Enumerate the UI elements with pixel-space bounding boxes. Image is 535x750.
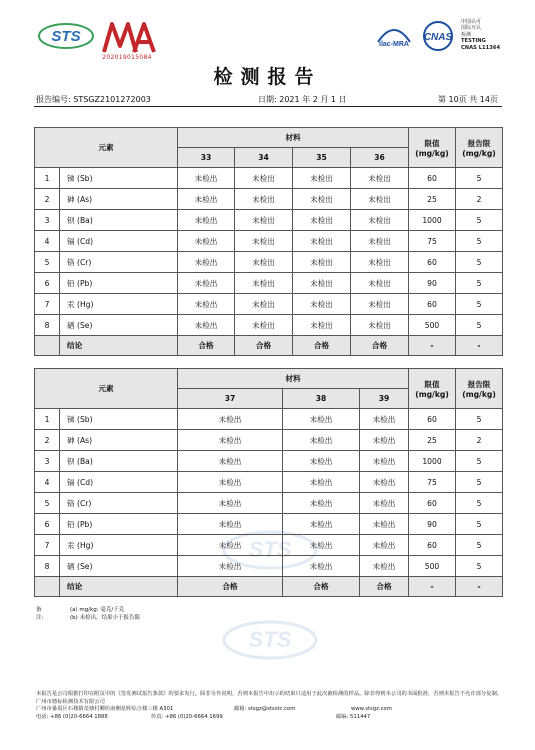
svg-text:CNAS: CNAS	[423, 32, 453, 43]
result-cell: 未检出	[293, 252, 351, 273]
result-cell: 未检出	[178, 430, 283, 451]
row-number: 6	[35, 514, 60, 535]
conclusion-limit: -	[409, 577, 456, 597]
cma-logo	[98, 18, 156, 56]
element-name: 砷 (As)	[60, 189, 178, 210]
result-cell: 未检出	[360, 472, 409, 493]
limit-value: 25	[409, 189, 456, 210]
table-row	[35, 409, 503, 430]
element-name: 锑 (Sb)	[60, 409, 178, 430]
result-cell: 未检出	[360, 451, 409, 472]
reporting-limit-value: 5	[456, 210, 503, 231]
result-cell: 未检出	[283, 409, 360, 430]
reporting-limit-value: 5	[456, 472, 503, 493]
row-number: 1	[35, 409, 60, 430]
limit-value: 75	[409, 231, 456, 252]
result-cell: 未检出	[235, 189, 293, 210]
result-cell: 未检出	[351, 294, 409, 315]
result-cell: 未检出	[293, 294, 351, 315]
result-cell: 未检出	[178, 451, 283, 472]
row-number: 2	[35, 430, 60, 451]
element-name: 钡 (Ba)	[60, 210, 178, 231]
table-row	[35, 231, 503, 252]
svg-text:STS: STS	[51, 28, 81, 45]
result-cell: 未检出	[351, 168, 409, 189]
remark-line: (b) 未检出，结果小于报告限	[70, 615, 141, 621]
sample-header: 39	[360, 389, 409, 409]
element-name: 铅 (Pb)	[60, 514, 178, 535]
remark-line: (a) mg/kg: 毫克/千克	[70, 607, 125, 613]
cnas-line: 国际互认	[461, 25, 482, 32]
conclusion-rl: -	[456, 336, 503, 356]
row-number: 8	[35, 556, 60, 577]
limit-header: 限值 (mg/kg)	[409, 369, 456, 409]
row-number: 7	[35, 294, 60, 315]
reporting-limit-value: 5	[456, 493, 503, 514]
reporting-limit-value: 5	[456, 231, 503, 252]
cnas-logo	[418, 20, 458, 56]
reporting-limit-value: 5	[456, 294, 503, 315]
result-cell: 未检出	[360, 493, 409, 514]
result-cell: 未检出	[351, 252, 409, 273]
element-name: 铅 (Pb)	[60, 273, 178, 294]
result-cell: 未检出	[360, 535, 409, 556]
result-cell: 未检出	[360, 514, 409, 535]
result-cell: 未检出	[178, 514, 283, 535]
report-number-label: 报告编号:	[36, 95, 71, 104]
result-cell: 未检出	[178, 556, 283, 577]
reporting-limit-value: 5	[456, 514, 503, 535]
reporting-limit-value: 2	[456, 189, 503, 210]
result-cell: 未检出	[283, 535, 360, 556]
reporting-limit-value: 5	[456, 315, 503, 336]
element-name: 钡 (Ba)	[60, 451, 178, 472]
result-cell: 未检出	[351, 231, 409, 252]
result-cell: 未检出	[283, 430, 360, 451]
reporting-limit-value: 5	[456, 252, 503, 273]
result-cell: 未检出	[293, 231, 351, 252]
row-number: 4	[35, 231, 60, 252]
conclusion-cell: 合格	[178, 577, 283, 597]
conclusion-label: 结论	[60, 336, 178, 356]
row-number: 3	[35, 451, 60, 472]
material-header: 材料	[178, 128, 409, 148]
limit-value: 90	[409, 273, 456, 294]
row-number: 2	[35, 189, 60, 210]
result-cell: 未检出	[178, 273, 235, 294]
result-cell: 未检出	[351, 210, 409, 231]
element-name: 铬 (Cr)	[60, 493, 178, 514]
report-number-value: STSGZ2101272003	[73, 95, 151, 104]
page-title: 检测报告	[213, 66, 322, 88]
result-cell: 未检出	[283, 493, 360, 514]
result-cell: 未检出	[293, 168, 351, 189]
conclusion-row	[35, 577, 503, 597]
reporting-limit-value: 5	[456, 168, 503, 189]
conclusion-cell: 合格	[235, 336, 293, 356]
reporting-limit-value: 5	[456, 535, 503, 556]
row-number: 5	[35, 252, 60, 273]
reporting-limit-header: 报告限 (mg/kg)	[456, 369, 503, 409]
result-cell: 未检出	[178, 210, 235, 231]
result-cell: 未检出	[178, 294, 235, 315]
conclusion-cell: 合格	[360, 577, 409, 597]
table-row	[35, 273, 503, 294]
material-header: 材料	[178, 369, 409, 389]
element-name: 镉 (Cd)	[60, 231, 178, 252]
limit-header: 限值 (mg/kg)	[409, 128, 456, 168]
conclusion-limit: -	[409, 336, 456, 356]
reporting-limit-value: 5	[456, 409, 503, 430]
sample-header: 33	[178, 148, 235, 168]
limit-value: 60	[409, 493, 456, 514]
element-name: 汞 (Hg)	[60, 294, 178, 315]
table-row	[35, 493, 503, 514]
result-cell: 未检出	[235, 294, 293, 315]
result-cell: 未检出	[178, 189, 235, 210]
result-cell: 未检出	[351, 315, 409, 336]
element-header: 元素	[35, 128, 178, 168]
result-cell: 未检出	[283, 451, 360, 472]
limit-value: 60	[409, 168, 456, 189]
limit-value: 500	[409, 315, 456, 336]
limit-value: 60	[409, 294, 456, 315]
page-number: 第 10页 共 14页	[438, 95, 498, 104]
result-cell: 未检出	[293, 273, 351, 294]
footer-disclaimer: 本报告是公司根据打印在附页中的《签发测试报告条款》的要求发行。除非另作说明，否则本报告中出示的结果只适用于此次被检测的样品。除非得到本公司的书面批准，否则本报告不允许部分复制。	[36, 691, 503, 697]
limit-value: 1000	[409, 451, 456, 472]
conclusion-cell: 合格	[293, 336, 351, 356]
result-cell: 未检出	[293, 315, 351, 336]
limit-value: 25	[409, 430, 456, 451]
reporting-limit-header: 报告限 (mg/kg)	[456, 128, 503, 168]
footer-phone: 电话: +86 (0)20-6664 1888	[36, 713, 108, 720]
sample-header: 37	[178, 389, 283, 409]
result-cell: 未检出	[235, 231, 293, 252]
row-number: 1	[35, 168, 60, 189]
svg-text:ilac-MRA: ilac-MRA	[379, 41, 409, 48]
conclusion-row	[35, 336, 503, 356]
result-cell: 未检出	[283, 472, 360, 493]
table-row	[35, 252, 503, 273]
table-row	[35, 315, 503, 336]
result-cell: 未检出	[178, 409, 283, 430]
reporting-limit-value: 5	[456, 273, 503, 294]
limit-value: 1000	[409, 210, 456, 231]
conclusion-cell: 合格	[178, 336, 235, 356]
result-cell: 未检出	[178, 493, 283, 514]
cma-number: 202019015084	[102, 54, 152, 61]
cnas-line: CNAS L11364	[461, 44, 501, 51]
results-table-1	[34, 127, 503, 356]
result-cell: 未检出	[178, 168, 235, 189]
conclusion-cell: 合格	[283, 577, 360, 597]
row-number: 8	[35, 315, 60, 336]
element-name: 镉 (Cd)	[60, 472, 178, 493]
limit-value: 500	[409, 556, 456, 577]
conclusion-rl: -	[456, 577, 503, 597]
element-name: 硒 (Se)	[60, 315, 178, 336]
element-name: 锑 (Sb)	[60, 168, 178, 189]
reporting-limit-value: 5	[456, 556, 503, 577]
footer-website[interactable]: www.stsgz.com	[351, 706, 392, 713]
sample-header: 35	[293, 148, 351, 168]
footer-fax: 传真: +86 (0)20-6664 1699	[151, 713, 223, 720]
reporting-limit-value: 2	[456, 430, 503, 451]
conclusion-label: 结论	[60, 577, 178, 597]
svg-text:STS: STS	[248, 627, 292, 652]
footer-postcode: 邮编: 511447	[336, 713, 371, 720]
report-date-value: 2021 年 2 月 1 日	[279, 95, 347, 104]
footer-email: 邮箱: stsgz@stsstc.com	[234, 706, 296, 713]
cnas-line: 中国认可	[461, 19, 482, 25]
result-cell: 未检出	[235, 252, 293, 273]
report-number	[36, 94, 151, 105]
result-cell: 未检出	[178, 472, 283, 493]
element-name: 硒 (Se)	[60, 556, 178, 577]
element-name: 铬 (Cr)	[60, 252, 178, 273]
result-cell: 未检出	[178, 252, 235, 273]
table-row	[35, 210, 503, 231]
result-cell: 未检出	[178, 231, 235, 252]
result-cell: 未检出	[235, 273, 293, 294]
sample-header: 36	[351, 148, 409, 168]
cnas-line: TESTING	[461, 38, 486, 45]
limit-value: 60	[409, 535, 456, 556]
report-date-label: 日期:	[258, 95, 277, 104]
result-cell: 未检出	[360, 409, 409, 430]
result-cell: 未检出	[360, 556, 409, 577]
limit-value: 75	[409, 472, 456, 493]
element-name: 砷 (As)	[60, 430, 178, 451]
result-cell: 未检出	[283, 556, 360, 577]
header-divider	[34, 106, 502, 107]
result-cell: 未检出	[360, 430, 409, 451]
result-cell: 未检出	[351, 189, 409, 210]
result-cell: 未检出	[235, 168, 293, 189]
footer-company: 广州市德标检测技术有限公司	[36, 698, 105, 705]
footer-address: 广州市番禺区石楼镇茭塘村卿坊南侧星晖综合楼三楼 A301	[36, 706, 174, 713]
result-cell: 未检出	[293, 210, 351, 231]
table-row	[35, 294, 503, 315]
svg-text:STS: STS	[248, 537, 292, 562]
report-date	[258, 94, 347, 105]
element-header: 元素	[35, 369, 178, 409]
result-cell: 未检出	[235, 210, 293, 231]
results-table-2	[34, 368, 503, 597]
row-number: 3	[35, 210, 60, 231]
ilac-mra-logo	[374, 22, 414, 52]
footer	[36, 691, 506, 721]
table-row	[35, 514, 503, 535]
conclusion-cell: 合格	[351, 336, 409, 356]
cnas-line: 检测	[461, 31, 472, 38]
remarks-label: 备注:	[36, 607, 44, 621]
limit-value: 90	[409, 514, 456, 535]
row-number: 6	[35, 273, 60, 294]
sts-logo	[36, 22, 96, 50]
table-row	[35, 472, 503, 493]
reporting-limit-value: 5	[456, 451, 503, 472]
sample-header: 34	[235, 148, 293, 168]
table-row	[35, 430, 503, 451]
limit-value: 60	[409, 252, 456, 273]
table-row	[35, 556, 503, 577]
limit-value: 60	[409, 409, 456, 430]
row-number: 7	[35, 535, 60, 556]
table-row	[35, 451, 503, 472]
row-number: 4	[35, 472, 60, 493]
cnas-accreditation-text	[461, 19, 521, 51]
result-cell: 未检出	[293, 189, 351, 210]
result-cell: 未检出	[178, 535, 283, 556]
sample-header: 38	[283, 389, 360, 409]
table-row	[35, 168, 503, 189]
result-cell: 未检出	[235, 315, 293, 336]
result-cell: 未检出	[283, 514, 360, 535]
row-number: 5	[35, 493, 60, 514]
result-cell: 未检出	[351, 273, 409, 294]
result-cell: 未检出	[178, 315, 235, 336]
table-row	[35, 189, 503, 210]
table-row	[35, 535, 503, 556]
element-name: 汞 (Hg)	[60, 535, 178, 556]
